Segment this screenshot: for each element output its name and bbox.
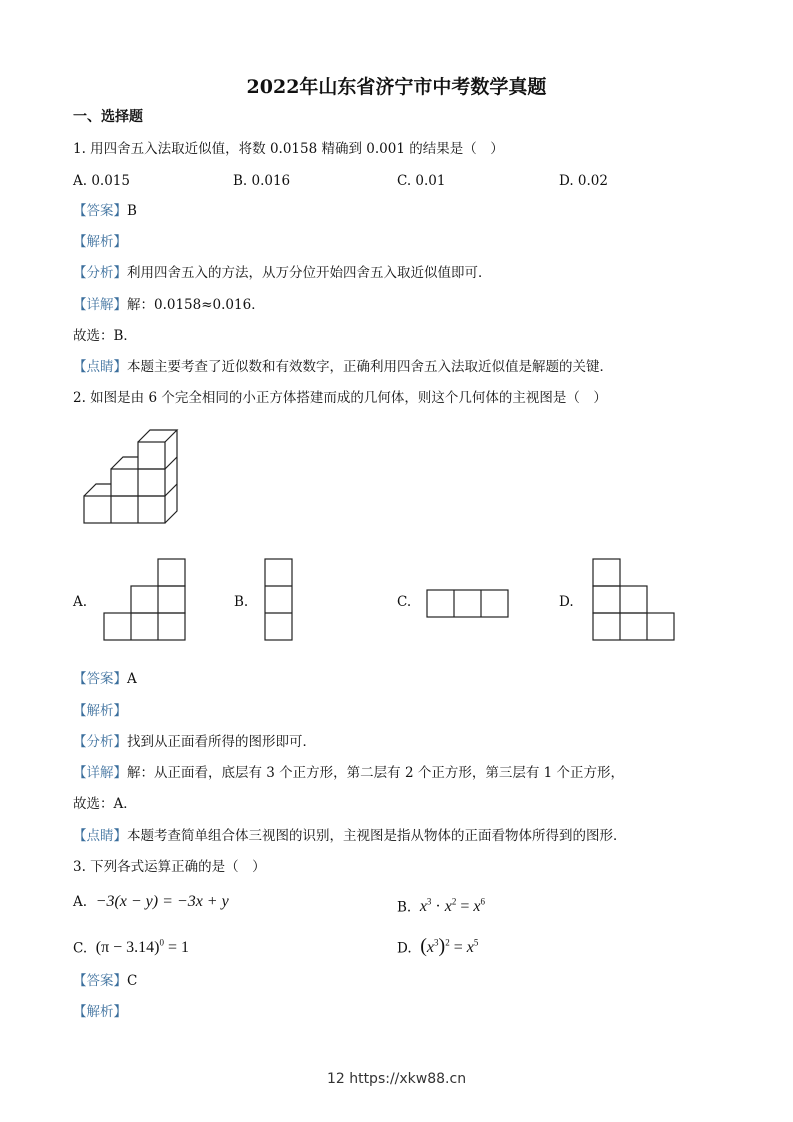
option-a-figure: [104, 559, 185, 640]
q3-option-d: [397, 934, 478, 957]
q1-option-a: A. 0.015: [73, 173, 130, 189]
q2-fenxi: [73, 733, 316, 751]
dianjing-tag: 【点睛】: [73, 359, 127, 375]
q2-stem: 2. 如图是由 6 个完全相同的小正方体搭建而成的几何体，则这个几何体的主视图是（ ）: [73, 390, 607, 406]
option-label: D.: [397, 940, 412, 957]
answer-value: C: [127, 973, 138, 989]
q1-stem: 1. 用四舍五入法取近似值，将数 0.0158 精确到 0.001 的结果是（ ）: [73, 141, 504, 157]
q3-option-a: [73, 893, 229, 911]
option-b-figure: [265, 559, 292, 640]
dianjing-text: 本题主要考查了近似数和有效数字，正确利用四舍五入法取近似值是解题的关键．: [127, 359, 613, 375]
xiangjie-tag: 【详解】: [73, 297, 127, 313]
q2-option-b-label: B.: [234, 594, 249, 610]
q2-guxuan: 故选：A．: [73, 796, 137, 812]
fenxi-text: 找到从正面看所得的图形即可．: [127, 734, 316, 750]
fenxi-text: 利用四舍五入的方法，从万分位开始四舍五入取近似值即可．: [127, 265, 492, 281]
q2-option-d-label: D.: [559, 594, 574, 610]
option-a-expression: −3(x − y) = −3x + y: [95, 893, 229, 910]
q2-answer: [73, 670, 137, 688]
option-label: B.: [397, 899, 412, 916]
q2-dianjing: [73, 827, 627, 845]
answer-tag: 【答案】: [73, 671, 127, 687]
page-title: 2022年山东省济宁市中考数学真题: [246, 76, 547, 98]
option-c-expression: $(\pi - 3.14)^0 = 1$: [95, 938, 190, 957]
q3-analysis-tag: 【解析】: [73, 1004, 127, 1020]
option-c-figure: [427, 590, 508, 617]
q1-option-d: D. 0.02: [559, 173, 608, 189]
xiangjie-text: 解：0.0158≈0.016．: [127, 297, 265, 313]
option-label: A.: [73, 894, 88, 910]
q2-xiangjie: [73, 764, 624, 782]
xiangjie-text: 解：从正面看，底层有 3 个正方形，第二层有 2 个正方形，第三层有 1 个正方形，: [127, 765, 625, 781]
q1-option-c: C. 0.01: [397, 173, 446, 189]
dianjing-tag: 【点睛】: [73, 828, 127, 844]
q2-option-c-label: C.: [397, 594, 412, 610]
answer-tag: 【答案】: [73, 203, 127, 219]
option-d-expression: $(x^3)^2 = x^5$: [420, 935, 479, 958]
q3-option-c: [73, 934, 189, 957]
answer-value: B: [127, 203, 137, 219]
option-b-expression: $x^3 \cdot x^2 = x^6$: [419, 897, 485, 916]
q3-answer: [73, 972, 137, 990]
page-footer: 12 https://xkw88.cn: [326, 1071, 467, 1087]
q2-analysis-tag: 【解析】: [73, 703, 127, 719]
option-label: C.: [73, 940, 88, 957]
q3-stem: 3. 下列各式运算正确的是（ ）: [73, 859, 266, 875]
option-d-figure: [593, 559, 674, 640]
q3-option-b: [397, 893, 485, 916]
xiangjie-tag: 【详解】: [73, 765, 127, 781]
q1-analysis-tag: 【解析】: [73, 234, 127, 250]
cube-stack-figure: [84, 430, 177, 523]
q1-option-b: B. 0.016: [233, 173, 291, 189]
answer-value: A: [127, 671, 137, 687]
q1-guxuan: 故选：B．: [73, 328, 137, 344]
section-heading: 一、选择题: [73, 109, 143, 125]
fenxi-tag: 【分析】: [73, 734, 127, 750]
fenxi-tag: 【分析】: [73, 265, 127, 281]
dianjing-text: 本题考查简单组合体三视图的识别，主视图是指从物体的正面看物体所得到的图形．: [127, 828, 627, 844]
answer-tag: 【答案】: [73, 973, 127, 989]
q2-option-a-label: A.: [73, 594, 88, 610]
